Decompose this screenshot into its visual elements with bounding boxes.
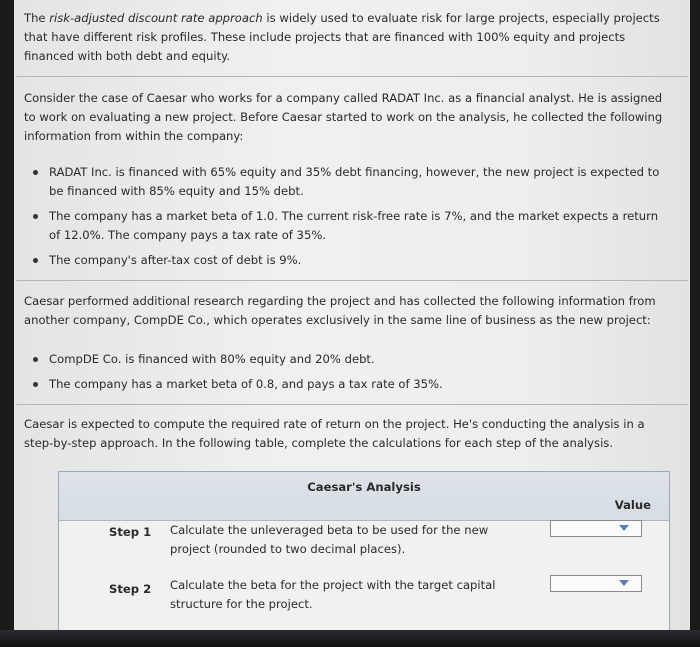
question-page (14, 0, 690, 630)
company-info-list (24, 163, 664, 276)
step-2-value-dropdown[interactable] (550, 575, 642, 592)
step-2-label: Step 2 (109, 582, 152, 596)
chevron-down-icon (619, 525, 629, 531)
chevron-down-icon (619, 580, 629, 586)
list-item: The company's after-tax cost of debt is 9%. (24, 251, 664, 270)
task-intro-paragraph: Caesar is expected to compute the required rate of return on the project. He's conducting the analysis in a step-by-step approach. In the following table, complete the calculations for each step of the analysis. (24, 417, 645, 450)
section-divider (16, 76, 688, 77)
value-column-header: Value (614, 498, 651, 512)
step-1-label: Step 1 (109, 525, 152, 539)
intro-text-end: is widely used to evaluate risk for large projects, especially projects that have different risk profiles. These include projects that are financed with 100% equity and projects financed with both debt and equity. (24, 11, 660, 63)
intro-italic-term: risk-adjusted discount rate approach (49, 11, 263, 25)
section-divider (16, 280, 688, 281)
intro-paragraph (24, 9, 674, 66)
step-1-description: Calculate the unleveraged beta to be used for the new project (rounded to two decimal places). (170, 523, 489, 556)
intro-text-start: The (24, 11, 50, 25)
step-1-value-dropdown[interactable] (550, 520, 642, 537)
analysis-table-header (59, 472, 669, 521)
analysis-table (58, 471, 670, 630)
compde-info-list (24, 350, 664, 400)
taskbar (0, 630, 700, 647)
list-item: The company has a market beta of 1.0. The current risk-free rate is 7%, and the market expects a return of 12.0%. The company pays a tax rate of 35%. (24, 207, 664, 245)
section-divider (16, 404, 688, 405)
step-2-description: Calculate the beta for the project with the target capital structure for the project. (170, 578, 496, 611)
case-intro-paragraph: Consider the case of Caesar who works for a company called RADAT Inc. as a financial analyst. He is assigned to work on evaluating a new project. Before Caesar started to work on the analysis, he collected the following information from within the company: (24, 91, 663, 143)
analysis-title: Caesar's Analysis (307, 480, 421, 494)
list-item: The company has a market beta of 0.8, and pays a tax rate of 35%. (24, 375, 664, 394)
research-intro-paragraph: Caesar performed additional research regarding the project and has collected the following information from another company, CompDE Co., which operates exclusively in the same line of business as the new project: (24, 294, 656, 327)
list-item: RADAT Inc. is financed with 65% equity and 35% debt financing, however, the new project is expected to be financed with 85% equity and 15% debt. (24, 163, 664, 201)
list-item: CompDE Co. is financed with 80% equity and 20% debt. (24, 350, 664, 369)
